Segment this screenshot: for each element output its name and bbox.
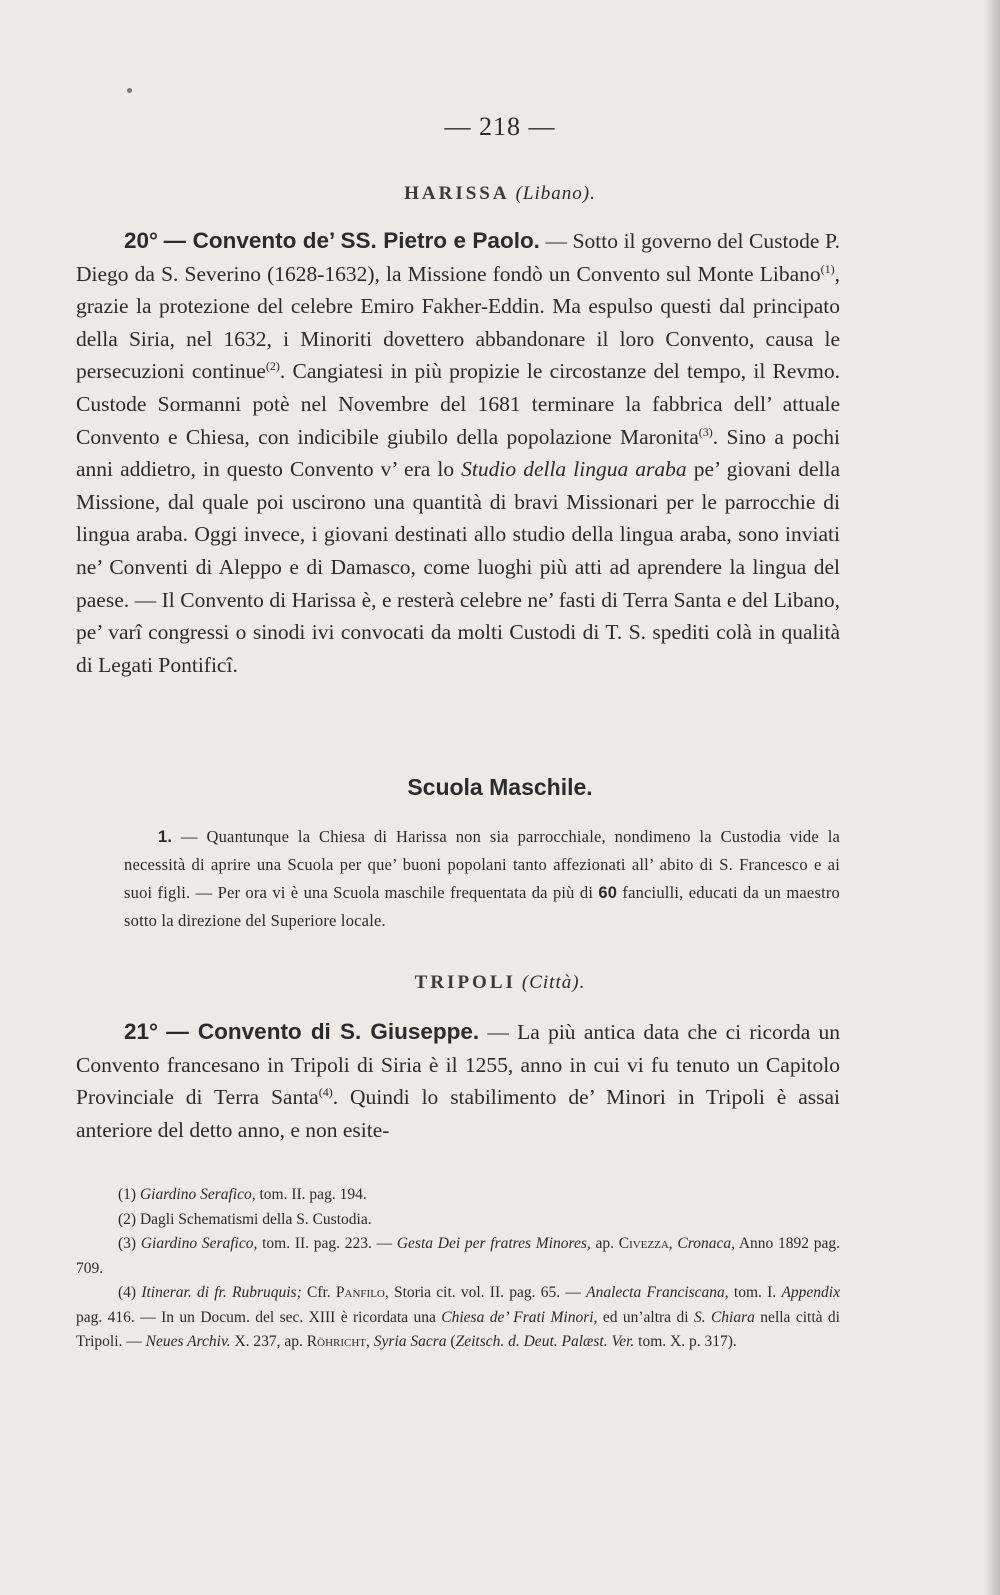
footnote-text: tom. II. pag. 223. — (257, 1235, 397, 1252)
convent-paragraph-21 (76, 1016, 840, 1146)
place-region: (Città). (521, 972, 586, 993)
place-name: HARISSA (404, 183, 510, 204)
footnote-italic: Gesta Dei per fratres Minores, (396, 1235, 591, 1252)
footnote-number: (1) (118, 1186, 137, 1203)
convent-paragraph-20 (76, 225, 840, 681)
footnote-italic: Cronaca, (672, 1235, 735, 1252)
footnote-text: Anno 1892 pag. 709. (76, 1235, 841, 1277)
item-number: 1. (158, 828, 173, 846)
school-paragraph (124, 823, 840, 935)
footnote-ref: (2) (265, 359, 280, 374)
footnote-author: Civezza, (618, 1235, 673, 1252)
italic-phrase: Studio della lingua araba (461, 457, 687, 482)
footnote-1 (76, 1183, 840, 1208)
paragraph-text: — Sotto il governo del Custode P. Diego da S. Severino (1628-1632), la Missione fondò un Convento sul Monte Libano (76, 229, 840, 286)
footnote-text: Storia cit. vol. II. pag. 65. — (388, 1284, 587, 1301)
footnote-text: nella città di Tripoli. — (76, 1308, 840, 1350)
place-heading-harissa (0, 183, 1000, 205)
footnote-3 (76, 1232, 840, 1281)
convent-number: 20° (124, 228, 159, 253)
footnote-number: (3) (118, 1235, 137, 1252)
footnote-text: ed un’altra di (597, 1308, 694, 1326)
paragraph-text: . Quindi lo stabilimento de’ Minori in Tripoli è assai anteriore del detto anno, e non esite- (76, 1085, 840, 1142)
place-name: TRIPOLI (414, 972, 516, 993)
footnote-4 (76, 1281, 840, 1355)
ink-spot (127, 88, 132, 93)
footnote-text: X. 237, ap. (230, 1333, 307, 1350)
footnote-text: ( (446, 1333, 456, 1350)
footnote-italic: Syria Sacra (369, 1333, 447, 1350)
paragraph-text: . Cangiatesi in più propizie le circostanze del tempo, il Revmo. Custode Sormanni potè nel Novembre del 1681 terminare la fabbrica dell’ attuale Convento e Chiesa, con indicibile giubilo della popolazione Maronita (76, 359, 841, 449)
footnote-text: Cfr. (301, 1284, 336, 1301)
footnote-text: Dagli Schematismi della S. Custodia. (139, 1210, 372, 1228)
page-number: — 218 — (444, 112, 556, 141)
footnote-text: ap. (590, 1235, 619, 1252)
footnote-italic: Giardino Serafico, (140, 1235, 258, 1252)
footnote-italic: Zeitsch. d. Deut. Palæst. Ver. (455, 1333, 635, 1350)
footnotes (76, 1183, 840, 1355)
footnote-divider (76, 1171, 840, 1172)
footnote-italic: Chiesa de’ Frati Minori, (441, 1308, 598, 1326)
footnote-text: tom. X. p. 317). (634, 1333, 737, 1350)
footnote-author: Röhricht, (306, 1333, 370, 1350)
place-heading-tripoli (0, 972, 1000, 994)
footnote-number: (4) (118, 1284, 137, 1301)
convent-title: — Convento di S. Giuseppe. (166, 1019, 480, 1044)
footnote-ref: (4) (318, 1085, 333, 1100)
footnote-author: Panfilo, (335, 1284, 389, 1301)
footnote-text: pag. 416. — In un Docum. del sec. XIII è ricordata una (76, 1308, 442, 1326)
paragraph-text: pe’ giovani della Missione, dal quale poi uscirono una quantità di bravi Missionari per le parrocchie di lingua araba. Oggi invece, i giovani destinati allo studio della lingua araba, sono inviati ne’ Conventi di Aleppo e di Damasco, come luoghi più atti ad aprendere la lingua del paese. — Il Convento di Harissa è, e resterà celebre ne’ fasti di Terra Santa e del Libano, pe’ varî congressi o sinodi ivi convocati da molti Custodi di T. S. spediti colà in qualità di Legati Pontificî. (76, 457, 840, 677)
footnote-text: tom. II. pag. 194. (255, 1186, 367, 1203)
footnote-italic: Neues Archiv. (145, 1333, 231, 1350)
footnote-ref: (1) (820, 261, 835, 276)
footnote-ref: (3) (698, 424, 713, 439)
paragraph-text: fanciulli, educati da un maestro sotto la direzione del Superiore locale. (124, 883, 840, 930)
convent-number: 21° (124, 1019, 159, 1044)
pupil-count: 60 (598, 884, 618, 902)
place-region: (Libano). (515, 183, 596, 204)
footnote-number: (2) (118, 1210, 137, 1228)
footnote-italic: Itinerar. di fr. Rubruquis; (141, 1284, 302, 1301)
section-heading: Scuola Maschile. (407, 774, 593, 800)
paragraph-text: , grazie la protezione del celebre Emiro Fakher-Eddin. Ma espulso questi dal principato della Siria, nel 1632, i Minoriti dovettero abbandonare il loro Convento, causa le persecuzioni continue (76, 261, 840, 384)
paragraph-text: . Sino a pochi anni addietro, in questo Convento v’ era lo (76, 424, 840, 482)
convent-title: — Convento de’ SS. Pietro e Paolo. (163, 228, 540, 253)
footnote-italic: S. Chiara (693, 1308, 755, 1326)
footnote-italic: Appendix (781, 1284, 840, 1301)
footnote-2 (76, 1208, 840, 1233)
footnote-italic: Giardino Serafico, (139, 1186, 256, 1203)
paragraph-text: — La più antica data che ci ricorda un Convento francesano in Tripoli di Siria è il 1255, anno in cui vi fu tenuto un Capitolo Provinciale di Terra Santa (76, 1020, 840, 1110)
footnote-italic: Analecta Franciscana, (586, 1284, 729, 1301)
paragraph-text: — Quantunque la Chiesa di Harissa non sia parrocchiale, nondimeno la Custodia vide la necessità di aprire una Scuola per que’ buoni popolani tanto affezionati all’ abito di S. Francesco e ai suoi figli. — Per ora vi è una Scuola maschile frequentata da più di (124, 827, 840, 902)
footnote-text: tom. I. (728, 1284, 782, 1301)
